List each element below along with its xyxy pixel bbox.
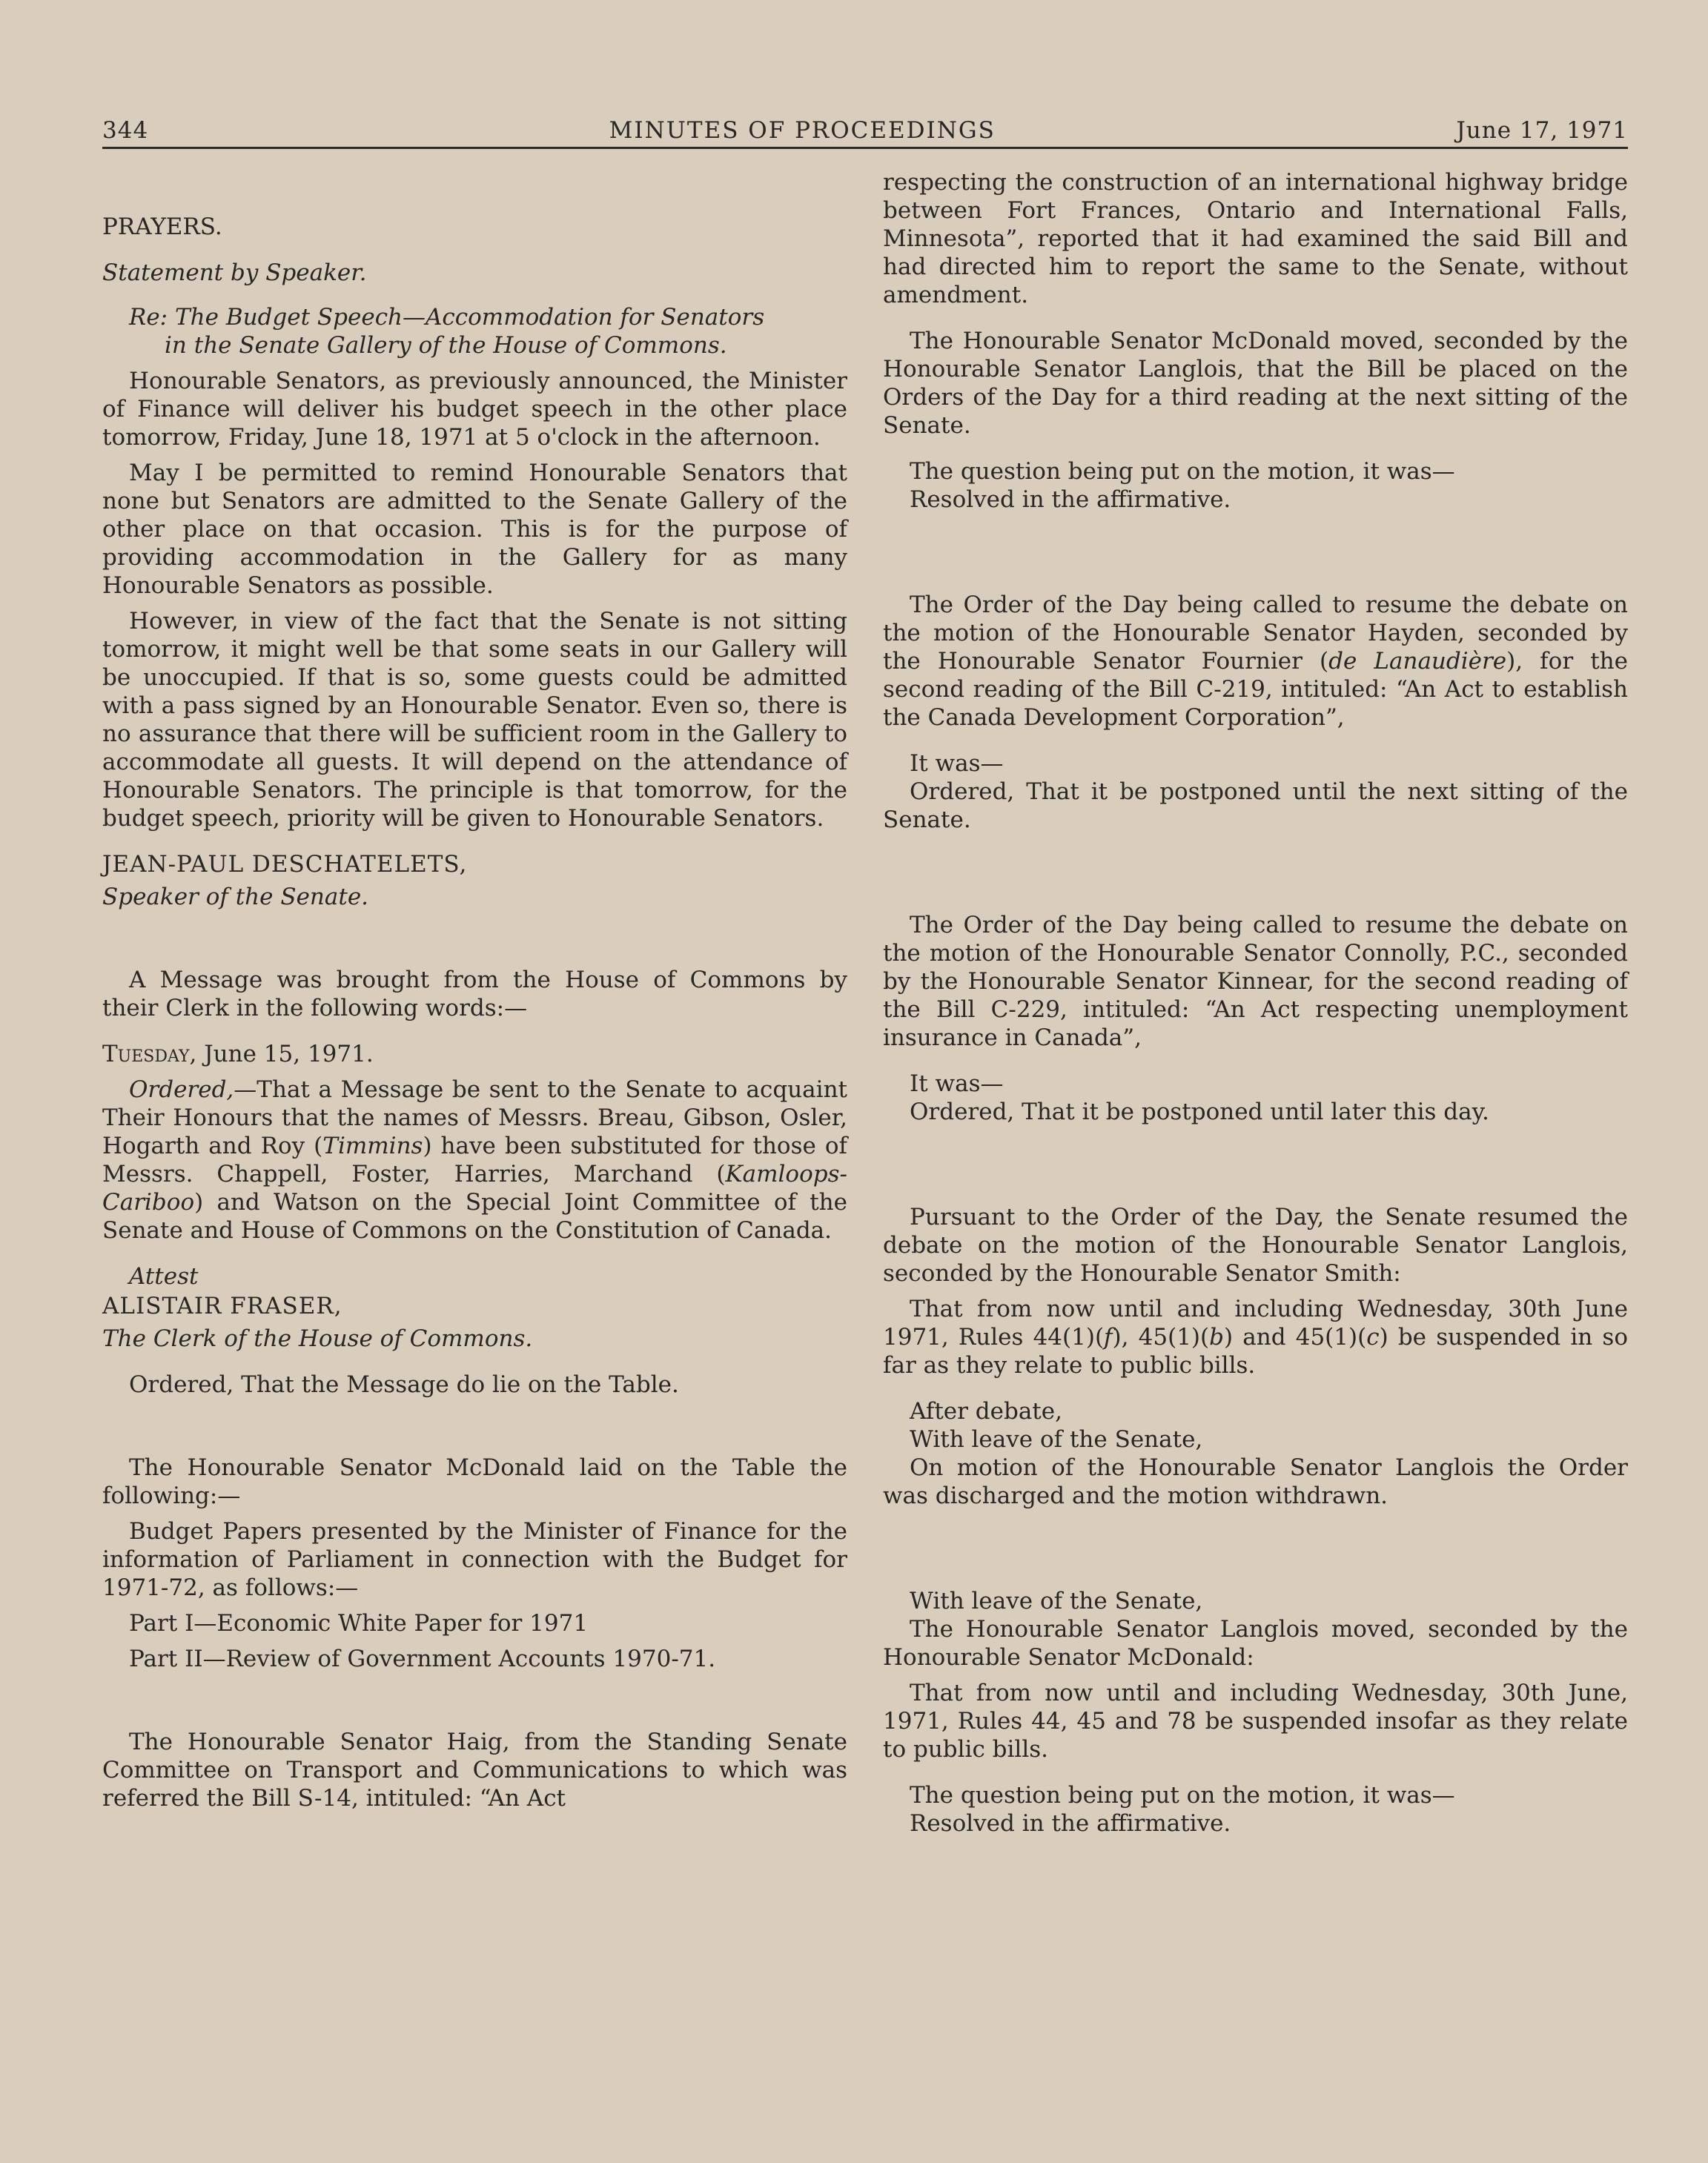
pursuant-order: Pursuant to the Order of the Day, the Senate resumed the debate on the motion of the Honourable Senator Langlois, seconded by the Honourable Senator Smith:	[883, 1204, 1628, 1287]
clerk-name: ALISTAIR FRASER,	[102, 1293, 342, 1319]
it-was-2: It was—	[910, 1070, 1004, 1097]
two-column-body	[102, 169, 1628, 1838]
statement-para-2: May I be permitted to remind Honourable Senators that none but Senators are admitted to the Senate Gallery of the other place on that occasion. This is for the purpose of providing accommodation in the Gallery for as many Honourable Senators as possible.	[102, 460, 847, 599]
rules1-c: ) and 45(1)(	[1223, 1324, 1367, 1351]
budget-papers: Budget Papers presented by the Minister of Finance for the information of Parliament in connection with the Budget for 1971-72, as follows:—	[102, 1518, 847, 1601]
message-day: Tuesday,	[102, 1041, 197, 1067]
clerk-title: The Clerk of the House of Commons.	[102, 1325, 533, 1352]
langlois-moved: The Honourable Senator Langlois moved, seconded by the Honourable Senator McDonald:	[883, 1616, 1628, 1671]
statement-para-3: However, in view of the fact that the Senate is not sitting tomorrow, it might well be that some seats in our Gallery will be unoccupied. If that is so, some guests could be admitted with a pass signed by an Honourable Senator. Even so, there is no assurance that there will be sufficient room in the Gallery to accommodate all guests. It will depend on the attendance of Honourable Senators. The principle is that tomorrow, for the budget speech, priority will be given to Honourable Senators.	[102, 608, 847, 832]
message-date: June 15, 1971.	[204, 1041, 374, 1067]
postponed-1-text: Ordered, That it be postponed until the next sitting of the Senate.	[883, 778, 1628, 833]
connolly-order: The Order of the Day being called to resume the debate on the motion of the Honourable Senator Connolly, P.C., seconded by the Honourable Senator Kinnear, for the second reading of the Bill C-229, intituled: “An Act respecting unemployment insurance in Canada”,	[883, 912, 1628, 1051]
re-line-1: Re: The Budget Speech—Accommodation for Senators	[129, 304, 765, 331]
page-number: 344	[102, 117, 149, 144]
speaker-title: Speaker of the Senate.	[102, 884, 369, 910]
message-intro: A Message was brought from the House of Commons by their Clerk in the following words:—	[102, 967, 847, 1021]
right-column	[883, 168, 1628, 1838]
rules1-a: That from now until and including Wednesday, 30th June 1971, Rules 44(1)(	[883, 1296, 1628, 1351]
postponed-1	[883, 778, 1628, 834]
ordered-text-2: ) have been substituted for those of Messrs. Chappell, Foster, Harries, Marchand (	[102, 1133, 848, 1188]
ordered-message	[102, 1076, 847, 1245]
mcdonald-laid: The Honourable Senator McDonald laid on the Table the following:—	[102, 1454, 847, 1509]
rules1-b: ), 45(1)(	[1112, 1324, 1210, 1351]
with-leave-1: With leave of the Senate,	[910, 1426, 1203, 1453]
page-header	[102, 117, 1628, 149]
prayers-heading: PRAYERS.	[102, 213, 222, 240]
lanaudiere: de Lanaudière	[1328, 648, 1507, 675]
postponed-2: Ordered, That it be postponed until later this day.	[910, 1099, 1489, 1125]
after-debate: After debate,	[910, 1398, 1062, 1425]
rules1-bb: b	[1209, 1324, 1224, 1351]
table-order: Ordered, That the Message do lie on the Table.	[129, 1371, 679, 1398]
with-leave-2: With leave of the Senate,	[910, 1588, 1203, 1614]
rules1-f: f	[1104, 1324, 1113, 1351]
ordered-label: Ordered,	[129, 1076, 234, 1103]
speaker-name: JEAN-PAUL DESCHATELETS,	[102, 851, 468, 878]
rules1-d: ) be suspended in so far as they relate to public bills.	[883, 1324, 1628, 1379]
left-column	[102, 213, 847, 1838]
budget-part-1: Part I—Economic White Paper for 1971	[129, 1610, 589, 1637]
resolved-1: Resolved in the affirmative.	[910, 486, 1231, 513]
hayden-text-1: The Order of the Day being called to resume the debate on the motion of the Honourable Senator Hayden, seconded by the Honourable Senator Fournier (	[883, 592, 1628, 675]
rules1-cc: c	[1366, 1324, 1380, 1351]
question-2: The question being put on the motion, it was—	[910, 1782, 1455, 1809]
statement-heading: Statement by Speaker.	[102, 259, 367, 286]
haig-report: The Honourable Senator Haig, from the Standing Senate Committee on Transport and Communications to which was referred the Bill S-14, intituled: “An Act	[102, 1729, 847, 1812]
on-motion: On motion of the Honourable Senator Langlois the Order was discharged and the motion withdrawn.	[883, 1454, 1628, 1509]
message-date-line	[102, 1040, 847, 1068]
timmins: Timmins	[322, 1133, 423, 1159]
ordered-text-1: —That a Message be sent to the Senate to acquaint Their Honours that the names of Messrs. Breau, Gibson, Osler, Hogarth and Roy (	[102, 1076, 847, 1159]
hayden-order	[883, 591, 1628, 732]
statement-para-1: Honourable Senators, as previously announced, the Minister of Finance will deliver his budget speech in the other place tomorrow, Friday, June 18, 1971 at 5 o'clock in the afternoon.	[102, 368, 847, 451]
attest-label: Attest	[129, 1263, 199, 1290]
rules-motion-2: That from now until and including Wednesday, 30th June, 1971, Rules 44, 45 and 78 be suspended insofar as they relate to public bills.	[883, 1680, 1628, 1763]
re-line-2: in the Senate Gallery of the House of Commons.	[165, 332, 727, 359]
running-title: MINUTES OF PROCEEDINGS	[609, 117, 996, 144]
question-1: The question being put on the motion, it was—	[910, 458, 1455, 485]
ordered-text-3: ) and Watson on the Special Joint Committee of the Senate and House of Commons on the Constitution of Canada.	[102, 1189, 847, 1244]
hayden-text-2: ), for the second reading of the Bill C-219, intituled: “An Act to establish the Canada Development Corporation”,	[883, 648, 1628, 731]
header-date: June 17, 1971	[1456, 117, 1628, 144]
rules-motion-1	[883, 1295, 1628, 1379]
budget-part-2: Part II—Review of Government Accounts 1970-71.	[129, 1646, 716, 1672]
resolved-2: Resolved in the affirmative.	[910, 1810, 1231, 1837]
kamloops-cariboo: Kamloops-Cariboo	[102, 1161, 847, 1216]
mcdonald-moved: The Honourable Senator McDonald moved, seconded by the Honourable Senator Langlois, that the Bill be placed on the Orders of the Day for a third reading at the next sitting of the Senate.	[883, 328, 1628, 439]
haig-report-continued: respecting the construction of an international highway bridge between Fort Frances, Ontario and International Falls, Minnesota”, reported that it had examined the said Bill and had directed him to report the same to the Senate, without amendment.	[883, 169, 1628, 308]
it-was-1: It was—	[910, 750, 1004, 777]
